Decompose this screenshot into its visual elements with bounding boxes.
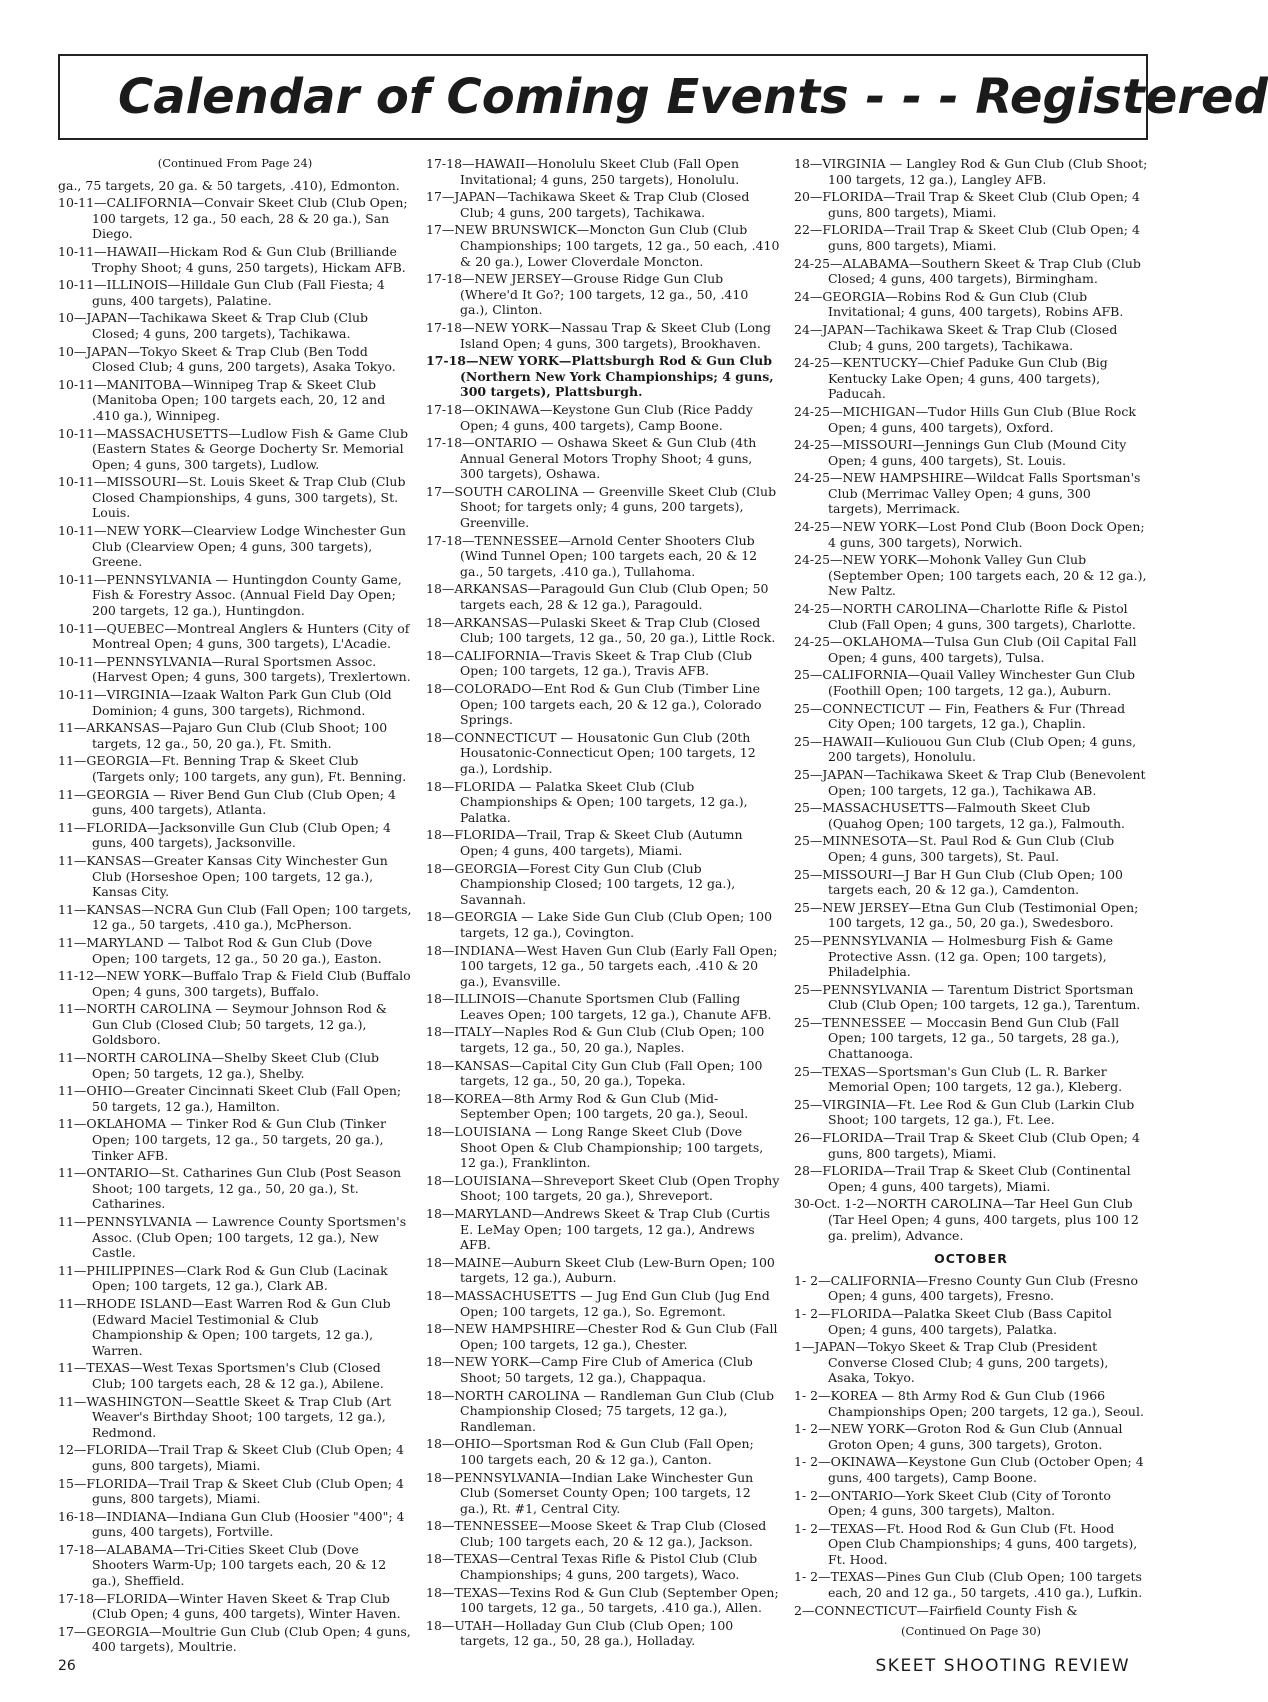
event-entry: 10-11—QUEBEC—Montreal Anglers & Hunters (City of Montreal Open; 4 guns, 300 targets), L'Acadie. bbox=[58, 620, 410, 652]
event-entry: 11—OHIO—Greater Cincinnati Skeet Club (Fall Open; 50 targets, 12 ga.), Hamilton. bbox=[58, 1083, 402, 1114]
event-entry: 11—KANSAS—NCRA Gun Club (Fall Open; 100 targets, 12 ga., 50 targets, .410 ga.), McPherson. bbox=[58, 901, 412, 933]
event-entry: 18—CONNECTICUT — Housatonic Gun Club (20th Housatonic-Connecticut Open; 100 targets, 12 ga.), Lordship. bbox=[426, 729, 756, 776]
event-entry: 17—NEW BRUNSWICK—Moncton Gun Club (Club Championships; 100 targets, 12 ga., 50 each, .410 & 20 ga.), Lower Cloverdale Moncton. bbox=[426, 222, 780, 269]
event-entry: 11—PHILIPPINES—Clark Rod & Gun Club (Lacinak Open; 100 targets, 12 ga.), Clark AB. bbox=[58, 1262, 388, 1294]
event-entry: 25—HAWAII—Kuliouou Gun Club (Club Open; 4 guns, 200 targets), Honolulu. bbox=[794, 733, 1137, 765]
event-entry: 30-Oct. 1-2—NORTH CAROLINA—Tar Heel Gun Club (Tar Heel Open; 4 guns, 400 targets, plus 100 12 ga. prelim), Advance. bbox=[794, 1196, 1139, 1243]
event-entry: 28—FLORIDA—Trail Trap & Skeet Club (Continental Open; 4 guns, 400 targets), Miami. bbox=[794, 1163, 1131, 1194]
event-entry: 18—MAINE—Auburn Skeet Club (Lew-Burn Open; 100 targets, 12 ga.), Auburn. bbox=[426, 1254, 775, 1286]
event-entry: 17-18—HAWAII—Honolulu Skeet Club (Fall Open Invitational; 4 guns, 250 targets), Honolulu. bbox=[426, 156, 740, 187]
event-entry: 11—RHODE ISLAND—East Warren Rod & Gun Club (Edward Maciel Testimonial & Club Championship & Open; 100 targets, 12 ga.), Warren. bbox=[58, 1295, 391, 1358]
event-entry: 10-11—MANITOBA—Winnipeg Trap & Skeet Club (Manitoba Open; 100 targets each, 20, 12 and .410 ga.), Winnipeg. bbox=[58, 376, 386, 423]
event-entry: 10-11—HAWAII—Hickam Rod & Gun Club (Brilliande Trophy Shoot; 4 guns, 250 targets), Hickam AFB. bbox=[58, 243, 406, 275]
event-entry: 24-25—MISSOURI—Jennings Gun Club (Mound City Open; 4 guns, 400 targets), St. Louis. bbox=[794, 437, 1127, 468]
event-entry: 11—ARKANSAS—Pajaro Gun Club (Club Shoot; 100 targets, 12 ga., 50, 20 ga.), Ft. Smith. bbox=[58, 720, 388, 751]
event-entry: 1- 2—OKINAWA—Keystone Gun Club (October Open; 4 guns, 400 targets), Camp Boone. bbox=[794, 1454, 1144, 1485]
event-entry: 1- 2—FLORIDA—Palatka Skeet Club (Bass Capitol Open; 4 guns, 400 targets), Palatka. bbox=[794, 1305, 1112, 1337]
event-entry: 10-11—MISSOURI—St. Louis Skeet & Trap Club (Club Closed Championships, 4 guns, 300 targets), St. Louis. bbox=[58, 474, 406, 521]
event-entry: 18—GEORGIA — Lake Side Gun Club (Club Open; 100 targets, 12 ga.), Covington. bbox=[426, 909, 773, 940]
event-entry: 24—JAPAN—Tachikawa Skeet & Trap Club (Closed Club; 4 guns, 200 targets), Tachikawa. bbox=[794, 321, 1118, 353]
event-entry: 18—TENNESSEE—Moose Skeet & Trap Club (Closed Club; 100 targets each, 20 & 12 ga.), Jackson. bbox=[426, 1518, 767, 1549]
event-entry: 10-11—CALIFORNIA—Convair Skeet Club (Club Open; 100 targets, 12 ga., 50 each, 28 & 20 ga.), San Diego. bbox=[58, 195, 408, 242]
column-3 bbox=[794, 156, 1148, 1639]
event-entry: 10—JAPAN—Tachikawa Skeet & Trap Club (Club Closed; 4 guns, 200 targets), Tachikawa. bbox=[58, 310, 369, 341]
event-entry: 16-18—INDIANA—Indiana Gun Club (Hoosier "400"; 4 guns, 400 targets), Fortville. bbox=[58, 1508, 405, 1540]
event-entry: 10-11—ILLINOIS—Hilldale Gun Club (Fall Fiesta; 4 guns, 400 targets), Palatine. bbox=[58, 277, 385, 308]
event-entry: 17-18—ONTARIO — Oshawa Skeet & Gun Club (4th Annual General Motors Trophy Shoot; 4 guns, 300 targets), Oshawa. bbox=[426, 435, 757, 482]
event-entry: 25—MASSACHUSETTS—Falmouth Skeet Club (Quahog Open; 100 targets, 12 ga.), Falmouth. bbox=[794, 800, 1126, 831]
event-entry: 18—GEORGIA—Forest City Gun Club (Club Championship Closed; 100 targets, 12 ga.), Savannah. bbox=[426, 860, 736, 907]
event-entry: 10-11—VIRGINIA—Izaak Walton Park Gun Club (Old Dominion; 4 guns, 300 targets), Richmond. bbox=[58, 687, 392, 718]
event-entry: 10-11—PENNSYLVANIA—Rural Sportsmen Assoc. (Harvest Open; 4 guns, 300 targets), Trexlertown. bbox=[58, 653, 411, 685]
event-entry: 18—FLORIDA—Trail, Trap & Skeet Club (Autumn Open; 4 guns, 400 targets), Miami. bbox=[426, 827, 743, 858]
event-entry: 17-18—FLORIDA—Winter Haven Skeet & Trap Club (Club Open; 4 guns, 400 targets), Winter Haven. bbox=[58, 1590, 401, 1622]
event-entry: 18—UTAH—Holladay Gun Club (Club Open; 100 targets, 12 ga., 50, 28 ga.), Holladay. bbox=[426, 1617, 734, 1649]
event-entry: 11-12—NEW YORK—Buffalo Trap & Field Club (Buffalo Open; 4 guns, 300 targets), Buffalo. bbox=[58, 968, 411, 999]
event-entry: 18—CALIFORNIA—Travis Skeet & Trap Club (Club Open; 100 targets, 12 ga.), Travis AFB. bbox=[426, 647, 753, 679]
event-entry: 17-18—ALABAMA—Tri-Cities Skeet Club (Dove Shooters Warm-Up; 100 targets each, 20 & 12 ga.), Sheffield. bbox=[58, 1541, 387, 1589]
event-entry: 18—OHIO—Sportsman Rod & Gun Club (Fall Open; 100 targets each, 20 & 12 ga.), Canton. bbox=[426, 1436, 754, 1467]
event-entry: 18—KANSAS—Capital City Gun Club (Fall Open; 100 targets, 12 ga., 50, 20 ga.), Topeka. bbox=[426, 1057, 763, 1089]
event-entry: 18—FLORIDA — Palatka Skeet Club (Club Championships & Open; 100 targets, 12 ga.), Palatka. bbox=[426, 778, 748, 825]
event-entry: 20—FLORIDA—Trail Trap & Skeet Club (Club Open; 4 guns, 800 targets), Miami. bbox=[794, 189, 1140, 220]
event-entry: 18—LOUISIANA—Shreveport Skeet Club (Open Trophy Shoot; 100 targets, 20 ga.), Shreveport. bbox=[426, 1172, 780, 1204]
event-entry: ga., 75 targets, 20 ga. & 50 targets, .410), Edmonton. bbox=[58, 177, 400, 193]
event-entry: 25—CONNECTICUT — Fin, Feathers & Fur (Thread City Open; 100 targets, 12 ga.), Chaplin. bbox=[794, 700, 1126, 732]
magazine-name: SKEET SHOOTING REVIEW bbox=[875, 1656, 1130, 1676]
event-entry: 18—KOREA—8th Army Rod & Gun Club (Mid-September Open; 100 targets, 20 ga.), Seoul. bbox=[426, 1090, 749, 1122]
event-entry: 17-18—TENNESSEE—Arnold Center Shooters Club (Wind Tunnel Open; 100 targets each, 20 & 12 ga., 50 targets, .410 ga.), Tullahoma. bbox=[426, 532, 758, 579]
column-2 bbox=[426, 156, 780, 1649]
event-entry: 17—JAPAN—Tachikawa Skeet & Trap Club (Closed Club; 4 guns, 200 targets), Tachikawa. bbox=[426, 189, 750, 220]
event-entry: 11—FLORIDA—Jacksonville Gun Club (Club Open; 4 guns, 400 targets), Jacksonville. bbox=[58, 819, 391, 851]
event-entry: 25—CALIFORNIA—Quail Valley Winchester Gun Club (Foothill Open; 100 targets, 12 ga.), Auburn. bbox=[794, 667, 1136, 698]
event-entry: 25—VIRGINIA—Ft. Lee Rod & Gun Club (Larkin Club Shoot; 100 targets, 12 ga.), Ft. Lee. bbox=[794, 1096, 1135, 1128]
event-entry: 26—FLORIDA—Trail Trap & Skeet Club (Club Open; 4 guns, 800 targets), Miami. bbox=[794, 1130, 1140, 1161]
event-entry: 10—JAPAN—Tokyo Skeet & Trap Club (Ben Todd Closed Club; 4 guns, 200 targets), Asaka Tokyo. bbox=[58, 343, 396, 375]
event-entry: 11—MARYLAND — Talbot Rod & Gun Club (Dove Open; 100 targets, 12 ga., 50 20 ga.), Easton. bbox=[58, 934, 382, 966]
event-entry: 25—MINNESOTA—St. Paul Rod & Gun Club (Club Open; 4 guns, 300 targets), St. Paul. bbox=[794, 833, 1115, 864]
event-entry: 10-11—PENNSYLVANIA — Huntingdon County Game, Fish & Forestry Assoc. (Annual Field Day Open; 200 targets, 12 ga.), Huntingdon. bbox=[58, 571, 402, 619]
continued-on-note: (Continued On Page 30) bbox=[900, 1624, 1042, 1639]
event-entry: 24-25—ALABAMA—Southern Skeet & Trap Club (Club Closed; 4 guns, 400 targets), Birmingham. bbox=[794, 255, 1141, 287]
event-entry: 24-25—NEW YORK—Lost Pond Club (Boon Dock Open; 4 guns, 300 targets), Norwich. bbox=[794, 519, 1145, 550]
event-entry: 11—TEXAS—West Texas Sportsmen's Club (Closed Club; 100 targets each, 28 & 12 ga.), Abilene. bbox=[58, 1360, 384, 1391]
event-entry: 18—NEW HAMPSHIRE—Chester Rod & Gun Club (Fall Open; 100 targets, 12 ga.), Chester. bbox=[426, 1321, 778, 1352]
event-entry: 1- 2—KOREA — 8th Army Rod & Gun Club (1966 Championships Open; 200 targets, 12 ga.), Seoul. bbox=[794, 1387, 1144, 1419]
event-entry: 11—NORTH CAROLINA — Seymour Johnson Rod & Gun Club (Closed Club; 50 targets, 12 ga.), Goldsboro. bbox=[58, 1001, 387, 1048]
event-entry: 17-18—OKINAWA—Keystone Gun Club (Rice Paddy Open; 4 guns, 400 targets), Camp Boone. bbox=[426, 401, 753, 433]
event-entry: 11—OKLAHOMA — Tinker Rod & Gun Club (Tinker Open; 100 targets, 12 ga., 50 targets, 20 ga.), Tinker AFB. bbox=[58, 1116, 386, 1163]
event-entry: 18—ILLINOIS—Chanute Sportsmen Club (Falling Leaves Open; 100 targets, 12 ga.), Chanute AFB. bbox=[426, 991, 772, 1022]
event-entry: 24—GEORGIA—Robins Rod & Gun Club (Club Invitational; 4 guns, 400 targets), Robins AFB. bbox=[794, 288, 1124, 320]
event-entry: 25—NEW JERSEY—Etna Gun Club (Testimonial Open; 100 targets, 12 ga., 50, 20 ga.), Swedesboro. bbox=[794, 899, 1139, 931]
event-columns bbox=[58, 156, 1148, 1655]
event-entry: 17—SOUTH CAROLINA — Greenville Skeet Club (Club Shoot; for targets only; 4 guns, 200 targets), Greenville. bbox=[426, 483, 777, 531]
event-entry: 17-18—NEW JERSEY—Grouse Ridge Gun Club (Where'd It Go?; 100 targets, 12 ga., 50, .410 ga.), Clinton. bbox=[426, 271, 749, 318]
continued-from-note: (Continued From Page 24) bbox=[157, 156, 313, 170]
event-entry: 18—ARKANSAS—Paragould Gun Club (Club Open; 50 targets each, 28 & 12 ga.), Paragould. bbox=[426, 581, 769, 613]
event-entry: 24-25—MICHIGAN—Tudor Hills Gun Club (Blue Rock Open; 4 guns, 400 targets), Oxford. bbox=[794, 403, 1136, 435]
event-entry: 11—ONTARIO—St. Catharines Gun Club (Post Season Shoot; 100 targets, 12 ga., 50, 20 ga.), St. Catharines. bbox=[58, 1165, 402, 1212]
event-entry: 2—CONNECTICUT—Fairfield County Fish & bbox=[794, 1602, 1078, 1618]
event-entry: 10-11—MASSACHUSETTS—Ludlow Fish & Game Club (Eastern States & George Docherty Sr. Memorial Open; 4 guns, 300 targets), Ludlow. bbox=[58, 425, 408, 472]
event-entry: 1- 2—TEXAS—Pines Gun Club (Club Open; 100 targets each, 20 and 12 ga., 50 targets, .410 ga.), Lufkin. bbox=[794, 1569, 1143, 1601]
event-entry: 18—NEW YORK—Camp Fire Club of America (Club Shoot; 50 targets, 12 ga.), Chappaqua. bbox=[426, 1354, 753, 1385]
event-entry: 22—FLORIDA—Trail Trap & Skeet Club (Club Open; 4 guns, 800 targets), Miami. bbox=[794, 222, 1140, 253]
event-entry: 17-18—NEW YORK—Plattsburgh Rod & Gun Club (Northern New York Championships; 4 guns, 300 targets), Plattsburgh. bbox=[426, 353, 774, 400]
event-entry: 1- 2—TEXAS—Ft. Hood Rod & Gun Club (Ft. Hood Open Club Championships; 4 guns, 400 targets), Ft. Hood. bbox=[794, 1520, 1138, 1567]
event-entry: 12—FLORIDA—Trail Trap & Skeet Club (Club Open; 4 guns, 800 targets), Miami. bbox=[58, 1442, 404, 1473]
event-entry: 24-25—NORTH CAROLINA—Charlotte Rifle & Pistol Club (Fall Open; 4 guns, 300 targets), Charlotte. bbox=[794, 601, 1136, 632]
event-entry: 18—TEXAS—Texins Rod & Gun Club (September Open; 100 targets, 12 ga., 50 targets, .410 ga.), Allen. bbox=[426, 1584, 779, 1616]
event-entry: 18—TEXAS—Central Texas Rifle & Pistol Club (Club Championships; 4 guns, 200 targets), Waco. bbox=[426, 1551, 758, 1583]
event-entry: 18—ARKANSAS—Pulaski Skeet & Trap Club (Closed Club; 100 targets, 12 ga., 50, 20 ga.), Little Rock. bbox=[426, 614, 776, 646]
event-entry: 11—GEORGIA — River Bend Gun Club (Club Open; 4 guns, 400 targets), Atlanta. bbox=[58, 786, 396, 818]
event-entry: 25—TEXAS—Sportsman's Gun Club (L. R. Barker Memorial Open; 100 targets, 12 ga.), Kleberg. bbox=[794, 1063, 1123, 1095]
event-entry: 18—VIRGINIA — Langley Rod & Gun Club (Club Shoot; 100 targets, 12 ga.), Langley AFB. bbox=[794, 156, 1148, 187]
event-entry: 18—NORTH CAROLINA — Randleman Gun Club (Club Championship Closed; 75 targets, 12 ga.), Randleman. bbox=[426, 1387, 774, 1434]
event-entry: 11—NORTH CAROLINA—Shelby Skeet Club (Club Open; 50 targets, 12 ga.), Shelby. bbox=[58, 1050, 380, 1081]
event-entry: 25—TENNESSEE — Moccasin Bend Gun Club (Fall Open; 100 targets, 12 ga., 50 targets, 28 ga.), Chattanooga. bbox=[794, 1014, 1120, 1062]
event-entry: 18—INDIANA—West Haven Gun Club (Early Fall Open; 100 targets, 12 ga., 50 targets each, .410 & 20 ga.), Evansville. bbox=[426, 942, 778, 989]
event-entry: 15—FLORIDA—Trail Trap & Skeet Club (Club Open; 4 guns, 800 targets), Miami. bbox=[58, 1475, 404, 1507]
event-entry: 10-11—NEW YORK—Clearview Lodge Winchester Gun Club (Clearview Open; 4 guns, 300 targets), Greene. bbox=[58, 523, 406, 570]
column-1 bbox=[58, 156, 412, 1655]
event-entry: 17-18—NEW YORK—Nassau Trap & Skeet Club (Long Island Open; 4 guns, 300 targets), Brookhaven. bbox=[426, 319, 771, 351]
event-entry: 24-25—NEW HAMPSHIRE—Wildcat Falls Sportsman's Club (Merrimac Valley Open; 4 guns, 300 targets), Merrimack. bbox=[794, 470, 1141, 517]
event-entry: 17—GEORGIA—Moultrie Gun Club (Club Open; 4 guns, 400 targets), Moultrie. bbox=[58, 1623, 411, 1655]
event-entry: 11—WASHINGTON—Seattle Skeet & Trap Club (Art Weaver's Birthday Shoot; 100 targets, 12 ga.), Redmond. bbox=[58, 1393, 392, 1440]
event-entry: 25—PENNSYLVANIA — Tarentum District Sportsman Club (Club Open; 100 targets, 12 ga.), Tarentum. bbox=[794, 981, 1141, 1013]
event-entry: 18—LOUISIANA — Long Range Skeet Club (Dove Shoot Open & Club Championship; 100 targets, 12 ga.), Franklinton. bbox=[426, 1124, 764, 1171]
event-entry: 11—PENNSYLVANIA — Lawrence County Sportsmen's Assoc. (Club Open; 100 targets, 12 ga.), New Castle. bbox=[58, 1214, 407, 1261]
event-entry: 1—JAPAN—Tokyo Skeet & Trap Club (President Converse Closed Club; 4 guns, 200 targets), Asaka, Tokyo. bbox=[794, 1339, 1109, 1386]
event-entry: 1- 2—CALIFORNIA—Fresno County Gun Club (Fresno Open; 4 guns, 400 targets), Fresno. bbox=[794, 1272, 1138, 1304]
event-entry: 18—MARYLAND—Andrews Skeet & Trap Club (Curtis E. LeMay Open; 100 targets, 12 ga.), Andrews AFB. bbox=[426, 1206, 771, 1253]
event-entry: 18—COLORADO—Ent Rod & Gun Club (Timber Line Open; 100 targets each, 20 & 12 ga.), Colorado Springs. bbox=[426, 681, 762, 728]
event-entry: 24-25—NEW YORK—Mohonk Valley Gun Club (September Open; 100 targets each, 20 & 12 ga.), New Paltz. bbox=[794, 552, 1147, 599]
event-entry: 25—MISSOURI—J Bar H Gun Club (Club Open; 100 targets each, 20 & 12 ga.), Camdenton. bbox=[794, 866, 1123, 898]
event-entry: 18—MASSACHUSETTS — Jug End Gun Club (Jug End Open; 100 targets, 12 ga.), So. Egremont. bbox=[426, 1287, 770, 1319]
event-entry: 1- 2—NEW YORK—Groton Rod & Gun Club (Annual Groton Open; 4 guns, 300 targets), Groton. bbox=[794, 1421, 1123, 1452]
page-number: 26 bbox=[58, 1658, 76, 1674]
event-entry: 18—ITALY—Naples Rod & Gun Club (Club Open; 100 targets, 12 ga., 50, 20 ga.), Naples. bbox=[426, 1024, 765, 1056]
event-entry: 18—PENNSYLVANIA—Indian Lake Winchester Gun Club (Somerset County Open; 100 targets, 12 ga.), Rt. #1, Central City. bbox=[426, 1469, 754, 1516]
event-entry: 11—GEORGIA—Ft. Benning Trap & Skeet Club (Targets only; 100 targets, any gun), Ft. Benning. bbox=[58, 753, 407, 784]
title-banner bbox=[58, 54, 1268, 140]
october-heading: OCTOBER bbox=[934, 1251, 1008, 1267]
event-entry: 24-25—KENTUCKY—Chief Paduke Gun Club (Big Kentucky Lake Open; 4 guns, 400 targets), Paducah. bbox=[794, 355, 1108, 402]
event-entry: 1- 2—ONTARIO—York Skeet Club (City of Toronto Open; 4 guns, 300 targets), Malton. bbox=[794, 1487, 1111, 1519]
event-entry: 11—KANSAS—Greater Kansas City Winchester Gun Club (Horseshoe Open; 100 targets, 12 ga.), Kansas City. bbox=[58, 852, 388, 900]
event-entry: 24-25—OKLAHOMA—Tulsa Gun Club (Oil Capital Fall Open; 4 guns, 400 targets), Tulsa. bbox=[794, 634, 1137, 665]
page-title: Calendar of Coming Events - - - Registered bbox=[118, 69, 1268, 125]
event-entry: 25—JAPAN—Tachikawa Skeet & Trap Club (Benevolent Open; 100 targets, 12 ga.), Tachikawa AB. bbox=[794, 766, 1146, 798]
event-entry: 25—PENNSYLVANIA — Holmesburg Fish & Game Protective Assn. (12 ga. Open; 100 targets), Philadelphia. bbox=[794, 932, 1113, 980]
